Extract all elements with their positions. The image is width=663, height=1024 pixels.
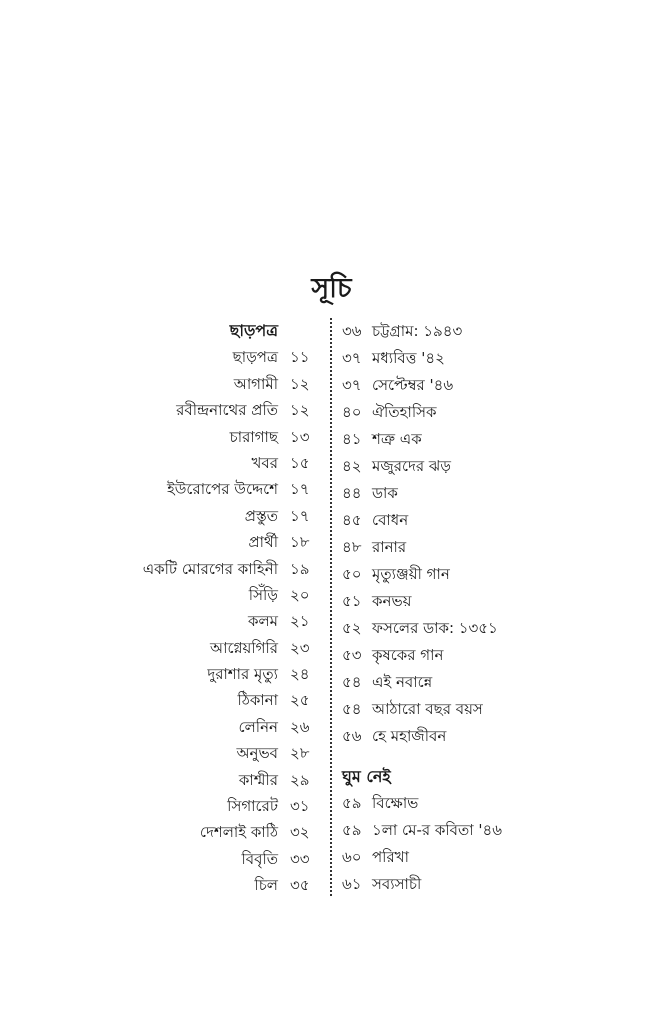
entry-page: ৪৮ <box>342 538 362 556</box>
toc-entry[interactable] <box>20 608 320 634</box>
entry-page: ৫৬ <box>342 727 362 745</box>
entry-title: চিল <box>254 876 278 895</box>
page-title: সূচি <box>311 273 352 304</box>
toc-entry[interactable] <box>20 582 320 608</box>
entry-page: ৩৭ <box>342 376 362 394</box>
toc-entry[interactable] <box>342 723 642 750</box>
entry-title: মধ্যবিত্ত '৪২ <box>372 349 445 367</box>
entry-title: লেনিন <box>238 717 278 736</box>
entry-title: কলম <box>248 612 278 631</box>
entry-page: ৩৭ <box>342 349 362 367</box>
toc-entry[interactable] <box>20 503 320 529</box>
toc-entry[interactable] <box>20 687 320 713</box>
entry-page: ২৪ <box>290 665 310 684</box>
entry-title: ডাক <box>372 484 398 502</box>
entry-page: ১৭ <box>290 506 310 525</box>
entry-page: ১৮ <box>290 533 310 552</box>
toc-entry[interactable] <box>342 615 642 642</box>
entry-title: দুরাশার মৃত্যু <box>207 665 278 684</box>
entry-title: প্রস্তুত <box>244 506 278 525</box>
toc-entry[interactable] <box>342 453 642 480</box>
entry-title: ১লা মে-র কবিতা '৪৬ <box>372 821 502 839</box>
entry-page: ৬১ <box>342 875 362 893</box>
entry-title: অনুভব <box>236 744 278 763</box>
toc-entry[interactable] <box>20 740 320 766</box>
entry-page: ৩১ <box>290 797 310 816</box>
entry-title: মজুরদের ঝড় <box>372 457 451 475</box>
entry-title: ঠিকানা <box>237 691 278 710</box>
toc-entry[interactable] <box>342 642 642 669</box>
toc-entry[interactable] <box>20 397 320 423</box>
toc-entry[interactable] <box>342 507 642 534</box>
entry-page: ২৮ <box>290 744 310 763</box>
entry-page: ৫২ <box>342 619 362 637</box>
entry-page: ৩৬ <box>342 322 362 340</box>
toc-entry[interactable] <box>20 872 320 898</box>
toc-entry[interactable] <box>20 635 320 661</box>
entry-page: ৫৪ <box>342 673 362 691</box>
entry-page: ৪২ <box>342 457 362 475</box>
entry-title: সিঁড়ি <box>248 585 278 604</box>
entry-title: এই নবান্নে <box>372 673 433 691</box>
entry-title: ছাড়পত্র <box>232 348 278 367</box>
entry-page: ২১ <box>290 612 310 631</box>
entry-title: খবর <box>251 453 278 472</box>
entry-title: ঐতিহাসিক <box>372 403 437 421</box>
entry-title: সব্যসাচী <box>372 875 422 893</box>
entry-title: রানার <box>372 538 407 556</box>
entry-title: আঠারো বছর বয়স <box>372 700 483 718</box>
entry-page: ২৬ <box>290 717 310 736</box>
entry-title: বোধন <box>372 511 409 529</box>
entry-page: ৩২ <box>290 823 310 842</box>
entry-page: ১৭ <box>290 480 310 499</box>
toc-entry[interactable] <box>20 819 320 845</box>
section-title: ঘুম নেই <box>342 767 391 786</box>
entry-title: পরিখা <box>372 848 409 866</box>
toc-right-column <box>342 318 642 898</box>
toc-entry[interactable] <box>342 345 642 372</box>
section-heading <box>342 763 642 790</box>
entry-title: চারাগাছ <box>229 427 278 446</box>
entry-page: ৫৯ <box>342 821 362 839</box>
entry-title: কনভয় <box>372 592 412 610</box>
entry-page: ১৩ <box>290 427 310 446</box>
dotted-divider <box>330 318 332 896</box>
entry-title: বিবৃতি <box>241 849 278 868</box>
entry-page: ৪৪ <box>342 484 362 502</box>
entry-title: কাশ্মীর <box>238 770 278 789</box>
toc-entry[interactable] <box>20 793 320 819</box>
entry-page: ৬০ <box>342 848 362 866</box>
toc-entry[interactable] <box>20 476 320 502</box>
toc-entry[interactable] <box>342 561 642 588</box>
entry-title: মৃত্যুঞ্জয়ী গান <box>372 565 450 583</box>
toc-entry[interactable] <box>342 534 642 561</box>
entry-title: ইউরোপের উদ্দেশে <box>166 480 278 499</box>
toc-entry[interactable] <box>20 529 320 555</box>
toc-entry[interactable] <box>20 424 320 450</box>
entry-page: ১৫ <box>290 453 310 472</box>
entry-page: ৩৫ <box>290 876 310 895</box>
entry-title: আগ্নেয়গিরি <box>209 638 278 657</box>
toc-entry[interactable] <box>342 817 642 844</box>
entry-page: ৫৩ <box>342 646 362 664</box>
toc-entry[interactable] <box>20 556 320 582</box>
entry-title: হে মহাজীবন <box>372 727 447 745</box>
toc-entry[interactable] <box>342 399 642 426</box>
toc-entry[interactable] <box>342 588 642 615</box>
toc-entry[interactable] <box>342 844 642 871</box>
entry-page: ৪১ <box>342 430 362 448</box>
section-heading <box>20 318 320 344</box>
toc-entry[interactable] <box>342 669 642 696</box>
entry-page: ২৩ <box>290 638 310 657</box>
entry-page: ৪০ <box>342 403 362 421</box>
entry-title: শত্রু এক <box>372 430 422 448</box>
entry-title: সিগারেট <box>227 797 278 816</box>
entry-page: ২৯ <box>290 770 310 789</box>
entry-title: রবীন্দ্রনাথের প্রতি <box>176 401 278 420</box>
entry-title: একটি মোরগের কাহিনী <box>142 559 278 578</box>
entry-page: ১২ <box>290 374 310 393</box>
entry-page: ৩৩ <box>290 849 310 868</box>
entry-page: ১২ <box>290 401 310 420</box>
entry-page: ১১ <box>290 348 310 367</box>
toc-entry[interactable] <box>342 696 642 723</box>
toc-entry[interactable] <box>20 450 320 476</box>
entry-page: ১৯ <box>290 559 310 578</box>
entry-page: ৫৪ <box>342 700 362 718</box>
entry-title: ফসলের ডাক: ১৩৫১ <box>372 619 498 637</box>
entry-title: সেপ্টেম্বর '৪৬ <box>372 376 454 394</box>
toc-entry[interactable] <box>20 344 320 370</box>
toc-entry[interactable] <box>342 871 642 898</box>
toc-entry[interactable] <box>342 480 642 507</box>
entry-title: প্রার্থী <box>248 533 278 552</box>
toc-entry[interactable] <box>342 790 642 817</box>
toc-entry[interactable] <box>20 846 320 872</box>
entry-page: ২৫ <box>290 691 310 710</box>
entry-title: চট্টগ্রাম: ১৯৪৩ <box>372 322 463 340</box>
entry-page: ৫০ <box>342 565 362 583</box>
entry-page: ২০ <box>290 585 310 604</box>
toc-entry[interactable] <box>342 318 642 345</box>
entry-title: আগামী <box>233 374 278 393</box>
toc-entry[interactable] <box>20 371 320 397</box>
entry-title: বিক্ষোভ <box>372 794 419 812</box>
toc-entry[interactable] <box>342 426 642 453</box>
entry-page: ৫১ <box>342 592 362 610</box>
entry-title: দেশলাই কাঠি <box>199 823 278 842</box>
entry-page: ৫৯ <box>342 794 362 812</box>
toc-entry[interactable] <box>20 767 320 793</box>
section-title: ছাড়পত্র <box>229 321 278 340</box>
toc-entry[interactable] <box>342 372 642 399</box>
toc-entry[interactable] <box>20 714 320 740</box>
entry-title: কৃষকের গান <box>372 646 444 664</box>
toc-left-column <box>20 318 320 899</box>
entry-page: ৪৫ <box>342 511 362 529</box>
toc-entry[interactable] <box>20 661 320 687</box>
